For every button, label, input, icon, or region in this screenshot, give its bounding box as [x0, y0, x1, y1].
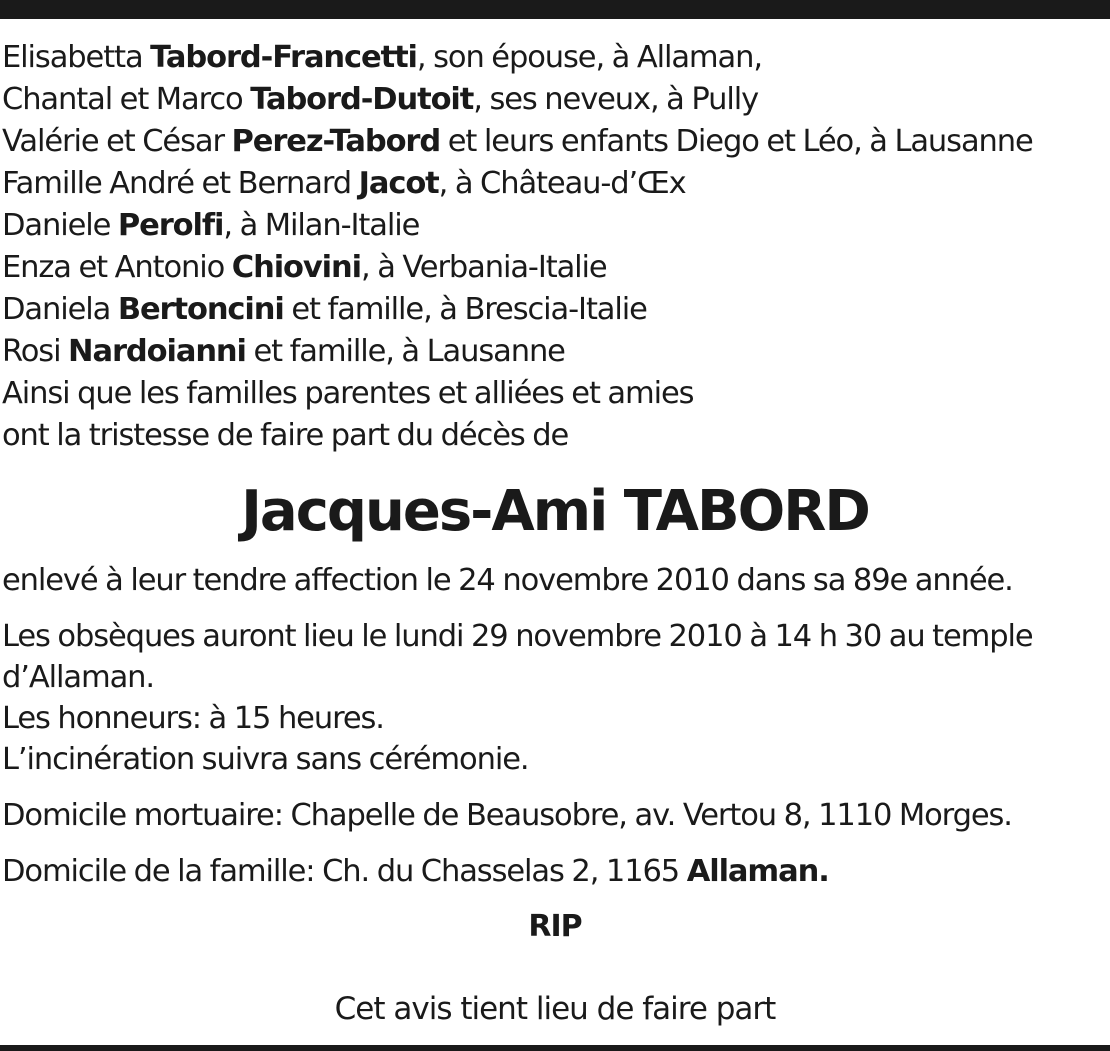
funeral-line: Les obsèques auront lieu le lundi 29 novembre 2010 à 14 h 30 au temple — [2, 619, 1033, 654]
family-line: Enza et Antonio Chiovini, à Verbania-Italie — [2, 250, 607, 285]
family-line: Valérie et César Perez-Tabord et leurs enfants Diego et Léo, à Lausanne — [2, 124, 1033, 159]
funeral-line-continued: d’Allaman. — [2, 660, 154, 695]
incineration-line: L’incinération suivra sans cérémonie. — [2, 742, 529, 777]
details-block — [2, 560, 1108, 892]
family-line: Elisabetta Tabord-Francetti, son épouse, à Allaman, — [2, 40, 762, 75]
rip-text: RIP — [528, 909, 582, 944]
family-line: Rosi Nardoianni et famille, à Lausanne — [2, 334, 565, 369]
footer-note: Cet avis tient lieu de faire part — [334, 991, 776, 1027]
family-list — [2, 37, 1108, 457]
mortuary-address: Domicile mortuaire: Chapelle de Beausobre, av. Vertou 8, 1110 Morges. — [2, 798, 1012, 833]
deceased-name: Jacques-Ami TABORD — [241, 479, 869, 544]
honours-line: Les honneurs: à 15 heures. — [2, 701, 384, 736]
family-line: Daniele Perolfi, à Milan-Italie — [2, 208, 420, 243]
family-line: Chantal et Marco Tabord-Dutoit, ses neveux, à Pully — [2, 82, 759, 117]
family-address: Domicile de la famille: Ch. du Chasselas 2, 1165 Allaman. — [2, 854, 829, 889]
family-line: Famille André et Bernard Jacot, à Château-d’Œx — [2, 166, 686, 201]
allies-line: Ainsi que les familles parentes et alliées et amies — [2, 376, 694, 411]
top-rule — [0, 0, 1110, 19]
announcement-line: ont la tristesse de faire part du décès de — [2, 418, 569, 453]
death-line: enlevé à leur tendre affection le 24 novembre 2010 dans sa 89e année. — [2, 563, 1013, 598]
family-line: Daniela Bertoncini et famille, à Brescia-Italie — [2, 292, 647, 327]
bottom-rule — [0, 1045, 1110, 1051]
